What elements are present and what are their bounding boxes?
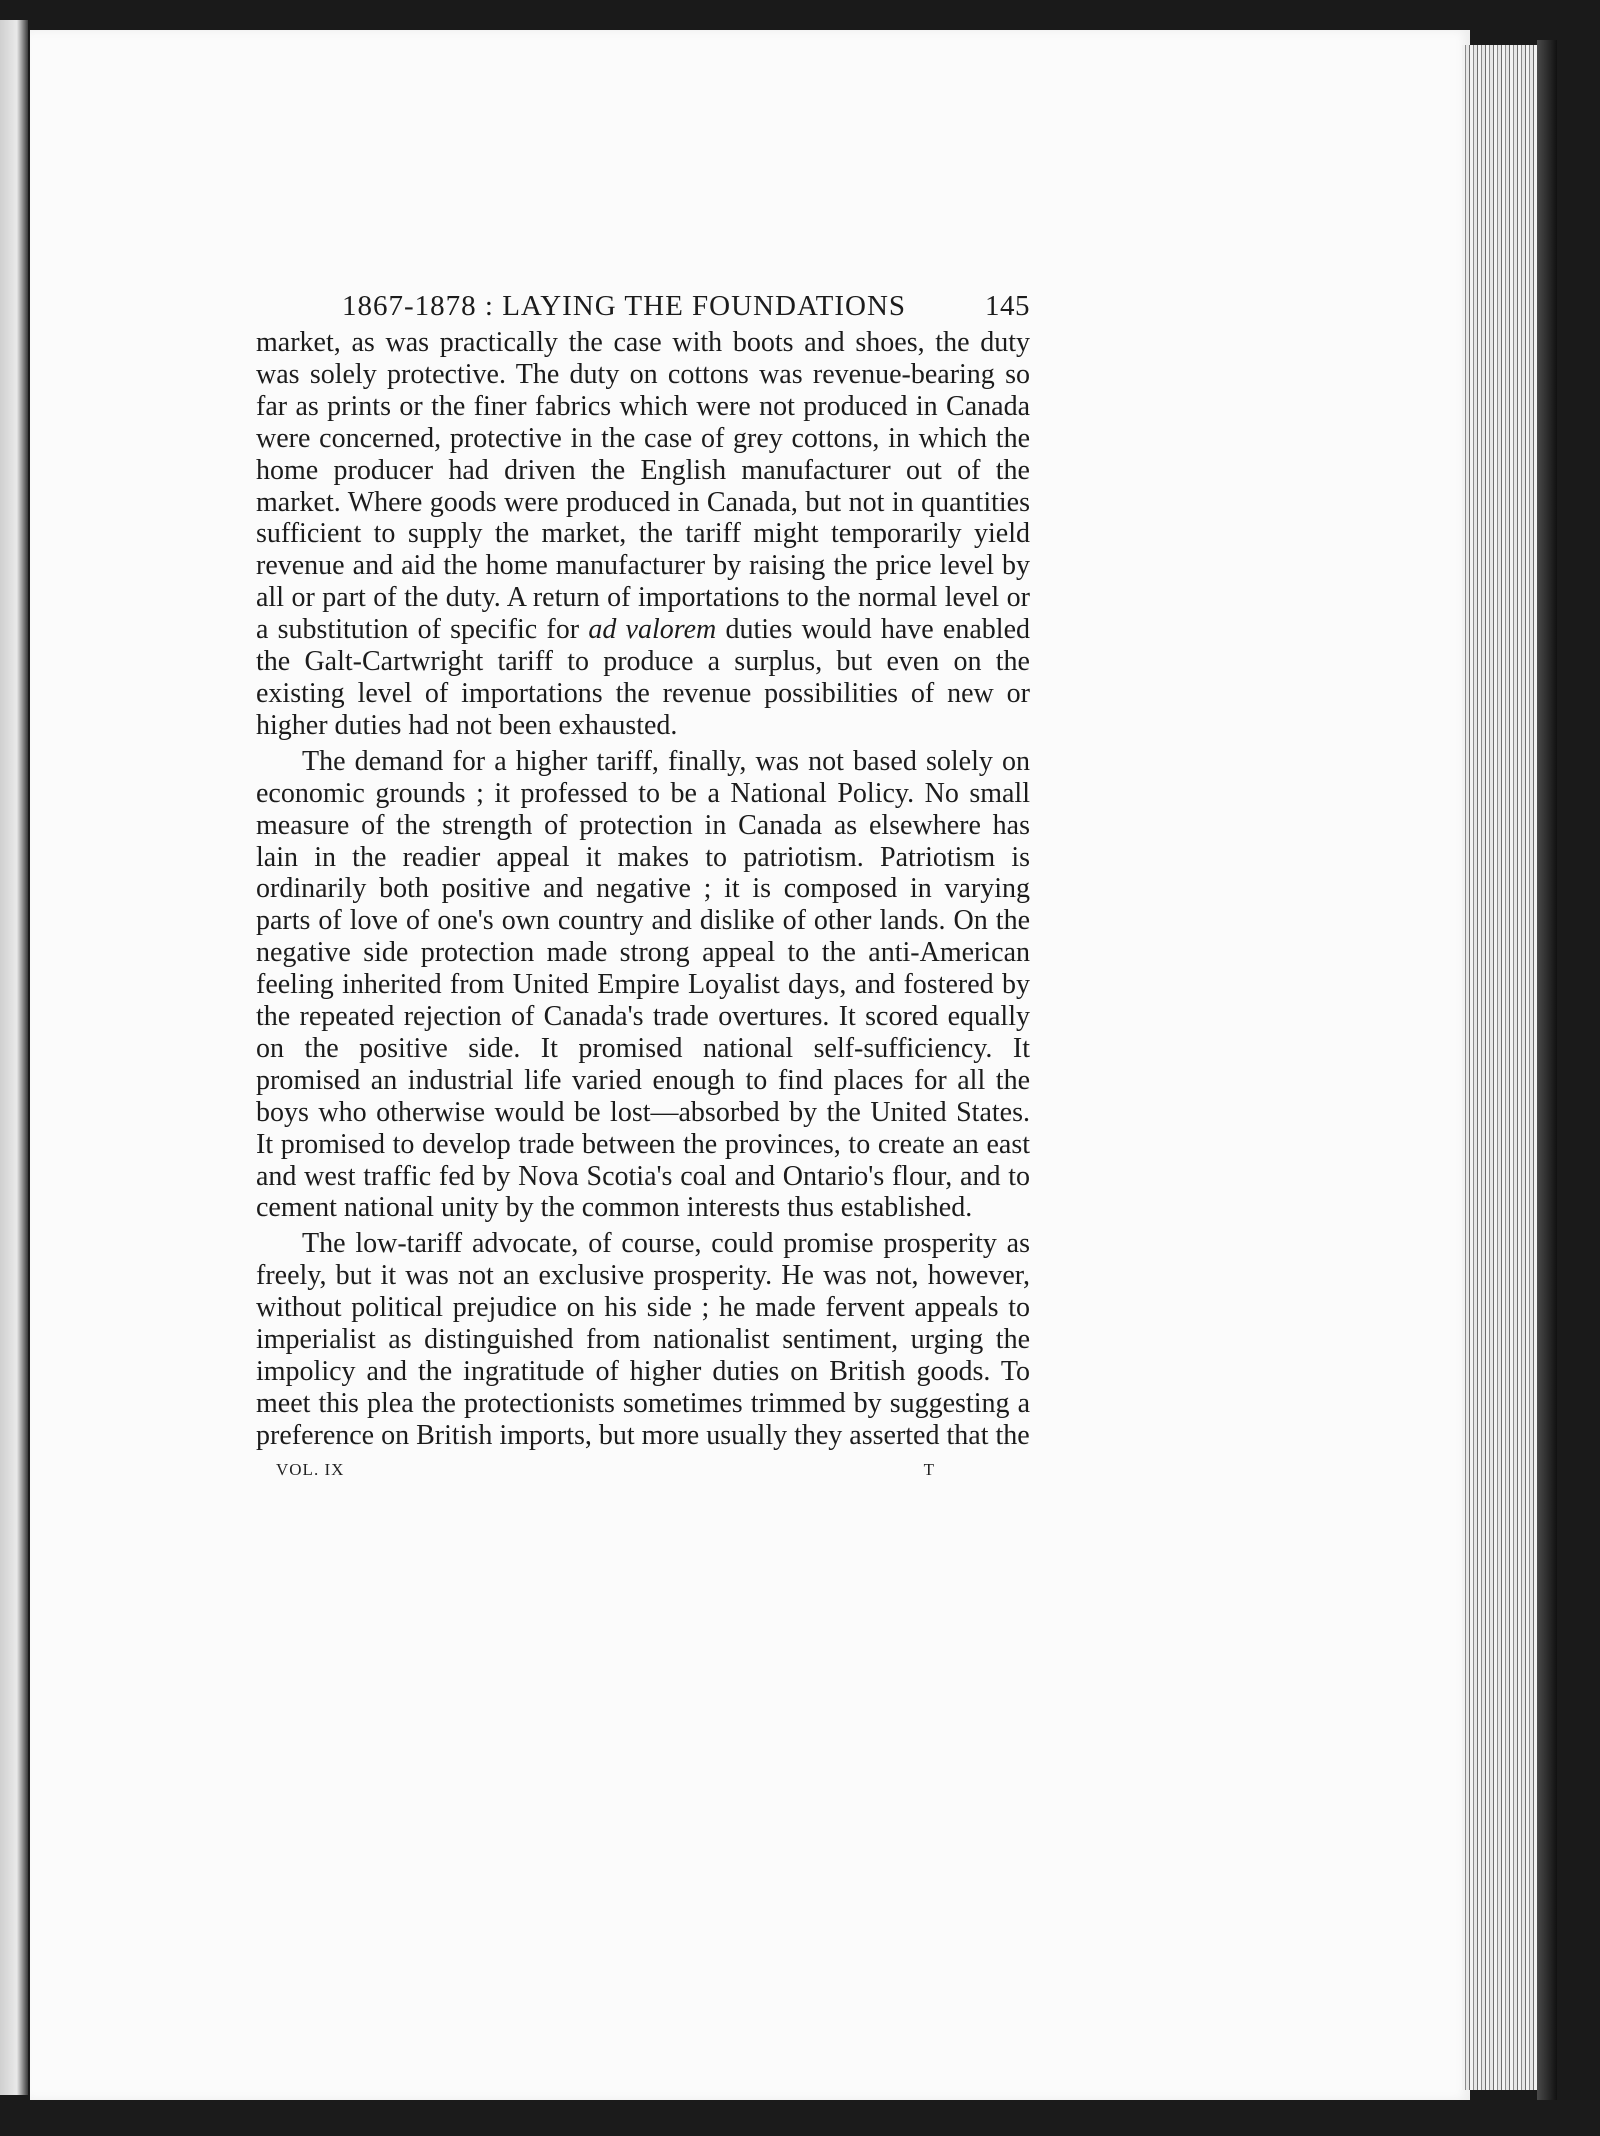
page-text-block	[256, 290, 1030, 1480]
page-footer	[256, 1460, 1030, 1480]
running-head-title: 1867-1878 : LAYING THE FOUNDATIONS	[342, 290, 907, 322]
volume-label: VOL. IX	[276, 1459, 345, 1479]
bottom-scan-strip	[0, 2100, 1600, 2136]
signature-mark: T	[923, 1459, 935, 1479]
paragraph-1: market, as was practically the case with boots and shoes, the duty was solely protective. The duty on cottons was revenue-bearing so far as prints or the finer fabrics which were not produced in Canada were concerned, protective in the case of grey cottons, in which the home producer had driven the English manufacturer out of the market. Where goods were produced in Canada, but not in quantities sufficient to supply the market, the tariff might temporarily yield revenue and aid the home manufacturer by raising the price level by all or part of the duty. A return of importations to the normal level or a substitution of specific for ad valorem duties would have enabled the Galt-Cartwright tariff to produce a surplus, but even on the existing level of importations the revenue possibilities of new or higher duties had not been exhausted.	[256, 327, 1030, 741]
body-text	[256, 327, 1030, 1452]
page-number: 145	[985, 290, 1030, 322]
facing-page-edge	[0, 20, 28, 2095]
paragraph-3: The low-tariff advocate, of course, could promise prosperity as freely, but it was not an exclusive prosperity. He was not, however, without political prejudice on his side ; he made fervent appeals to imperialist as distinguished from nationalist sentiment, urging the impolicy and the ingratitude of higher duties on British goods. To meet this plea the protectionists sometimes trimmed by suggesting a preference on British imports, but more usually they asserted that the	[256, 1228, 1030, 1451]
running-head	[342, 290, 1030, 323]
paragraph-2: The demand for a higher tariff, finally, was not based solely on economic grounds ; it professed to be a National Policy. No small measure of the strength of protection in Canada as elsewhere has lain in the readier appeal it makes to patriotism. Patriotism is ordinarily both positive and negative ; it is composed in varying parts of love of one's own country and dislike of other lands. On the negative side protection made strong appeal to the anti-American feeling inherited from United Empire Loyalist days, and fostered by the repeated rejection of Canada's trade overtures. It scored equally on the positive side. It promised national self-sufficiency. It promised an industrial life varied enough to find places for all the boys who otherwise would be lost—absorbed by the United States. It promised to develop trade between the provinces, to create an east and west traffic fed by Nova Scotia's coal and Ontario's flour, and to cement national unity by the common interests thus established.	[256, 745, 1030, 1224]
page-stack-edges	[1462, 45, 1537, 2090]
italic-phrase: ad valorem	[588, 614, 717, 646]
binding-shadow	[1537, 40, 1557, 2100]
